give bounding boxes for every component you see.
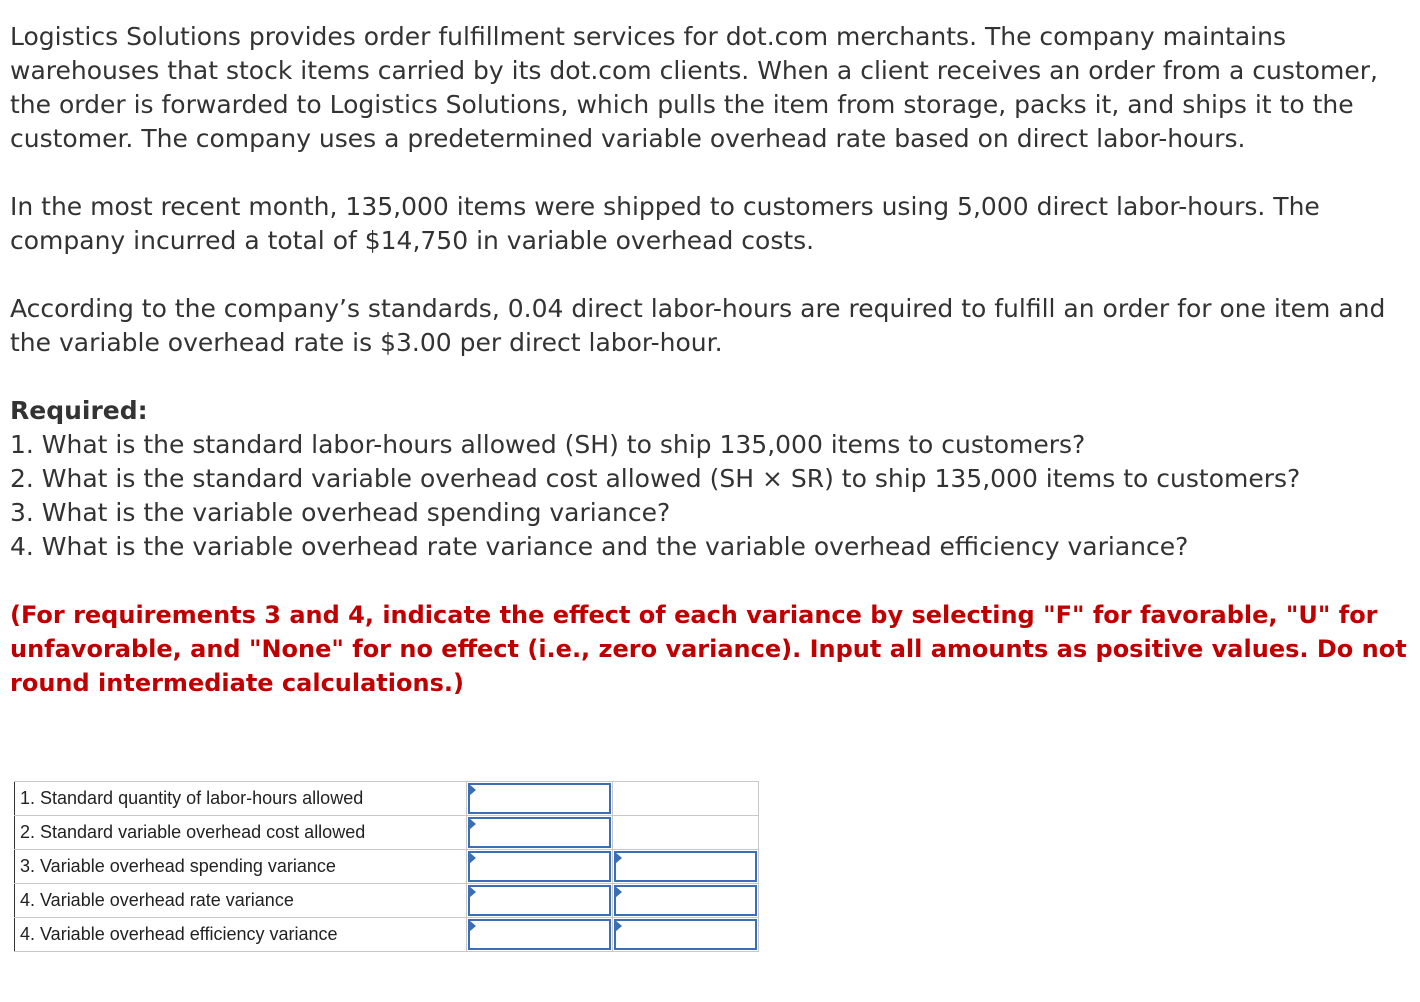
input-marker-icon <box>469 886 476 898</box>
empty-cell <box>613 816 759 850</box>
table-row <box>15 884 759 918</box>
dropdown-marker-icon <box>615 920 622 932</box>
amount-input-box <box>468 885 611 916</box>
effect-cell <box>613 884 759 918</box>
amount-input-box <box>468 851 611 882</box>
instructions-text: (For requirements 3 and 4, indicate the effect of each variance by selecting "F" for favorable, "U" for unfavorable, and "None" for no effect (i.e., zero variance). Input all amounts as positive values. Do not round intermediate calculations.) <box>10 601 1407 697</box>
required-item-2: 2. What is the standard variable overhead cost allowed (SH × SR) to ship 135,000 items to customers? <box>10 464 1301 493</box>
amount-input-box <box>468 783 611 814</box>
amount-input-box <box>468 817 611 848</box>
effect-select-box <box>614 919 757 950</box>
intro-paragraph-2: In the most recent month, 135,000 items were shipped to customers using 5,000 direct labor-hours. The company incurred a total of $14,750 in variable overhead costs. <box>10 192 1320 255</box>
dropdown-marker-icon <box>615 886 622 898</box>
table-row <box>15 918 759 952</box>
answer-table <box>14 781 759 952</box>
table-row <box>15 850 759 884</box>
spending-variance-effect-select[interactable] <box>616 853 755 880</box>
intro-paragraph-1: Logistics Solutions provides order fulfillment services for dot.com merchants. The company maintains warehouses that stock items carried by its dot.com clients. When a client receives an order from a customer, the order is forwarded to Logistics Solutions, which pulls the item from storage, packs it, and ships it to the customer. The company uses a predetermined variable overhead rate based on direct labor-hours. <box>10 22 1378 153</box>
rate-variance-effect-select[interactable] <box>616 887 755 914</box>
row-label: 1. Standard quantity of labor-hours allowed <box>15 782 467 816</box>
effect-cell <box>613 850 759 884</box>
row-label: 4. Variable overhead efficiency variance <box>15 918 467 952</box>
standard-hours-input[interactable] <box>470 785 609 812</box>
input-marker-icon <box>469 784 476 796</box>
row-label: 3. Variable overhead spending variance <box>15 850 467 884</box>
amount-cell <box>467 816 613 850</box>
amount-input-box <box>468 919 611 950</box>
effect-select-box <box>614 885 757 916</box>
required-list <box>10 428 1410 564</box>
amount-cell <box>467 850 613 884</box>
intro-paragraph-3: According to the company’s standards, 0.04 direct labor-hours are required to fulfill an order for one item and the variable overhead rate is $3.00 per direct labor-hour. <box>10 294 1386 357</box>
table-row <box>15 782 759 816</box>
row-label: 2. Standard variable overhead cost allowed <box>15 816 467 850</box>
row-label: 4. Variable overhead rate variance <box>15 884 467 918</box>
rate-variance-input[interactable] <box>470 887 609 914</box>
input-marker-icon <box>469 818 476 830</box>
standard-cost-input[interactable] <box>470 819 609 846</box>
empty-cell <box>613 782 759 816</box>
amount-cell <box>467 918 613 952</box>
table-row <box>15 816 759 850</box>
required-item-4: 4. What is the variable overhead rate variance and the variable overhead efficiency variance? <box>10 532 1189 561</box>
effect-select-box <box>614 851 757 882</box>
required-heading: Required: <box>10 396 148 425</box>
required-item-3: 3. What is the variable overhead spending variance? <box>10 498 671 527</box>
required-item-1: 1. What is the standard labor-hours allowed (SH) to ship 135,000 items to customers? <box>10 430 1086 459</box>
amount-cell <box>467 884 613 918</box>
efficiency-variance-input[interactable] <box>470 921 609 948</box>
dropdown-marker-icon <box>615 852 622 864</box>
spending-variance-input[interactable] <box>470 853 609 880</box>
effect-cell <box>613 918 759 952</box>
efficiency-variance-effect-select[interactable] <box>616 921 755 948</box>
problem-content <box>10 20 1410 700</box>
input-marker-icon <box>469 852 476 864</box>
input-marker-icon <box>469 920 476 932</box>
amount-cell <box>467 782 613 816</box>
